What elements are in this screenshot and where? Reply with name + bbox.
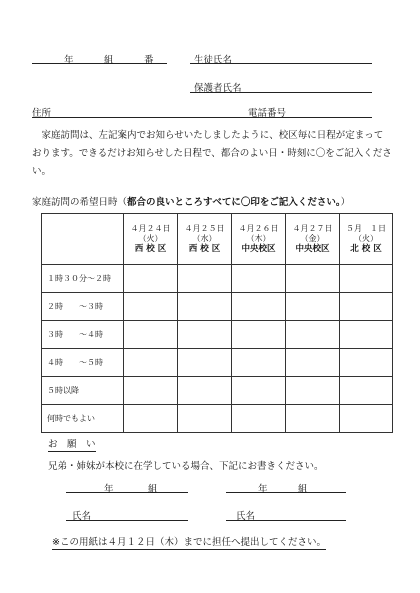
- check-cell[interactable]: [232, 293, 286, 321]
- table-row: [42, 321, 393, 349]
- sibling1-name-label: 氏名: [72, 511, 92, 522]
- request-text: 兄弟・姉妹が本校に在学している場合、下記にお書きください。: [48, 461, 324, 472]
- request-heading: お 願 い: [48, 436, 96, 452]
- check-cell[interactable]: [124, 321, 178, 349]
- day-school: 中央校区: [241, 244, 276, 254]
- time-slot-label: １時３０分～２時: [42, 265, 124, 293]
- check-cell[interactable]: [124, 293, 178, 321]
- check-cell[interactable]: [286, 321, 340, 349]
- table-row: [42, 405, 393, 433]
- check-cell[interactable]: [340, 293, 393, 321]
- check-cell[interactable]: [178, 349, 232, 377]
- day-school: 北 校 区: [350, 244, 382, 254]
- check-cell[interactable]: [340, 377, 393, 405]
- guardian-name-field[interactable]: [190, 92, 372, 93]
- student-name-label: 生徒氏名: [194, 55, 233, 66]
- survey-title-suffix: ）: [340, 197, 351, 208]
- check-cell[interactable]: [232, 265, 286, 293]
- check-cell[interactable]: [178, 321, 232, 349]
- time-slot-label: 何時でもよい: [42, 405, 124, 433]
- table-row: [42, 349, 393, 377]
- check-cell[interactable]: [124, 405, 178, 433]
- header-corner-cell: [42, 214, 124, 265]
- check-cell[interactable]: [178, 293, 232, 321]
- check-cell[interactable]: [340, 265, 393, 293]
- time-slot-label: ５時以降: [42, 377, 124, 405]
- survey-title: [32, 194, 350, 208]
- day-weekday: （火）: [354, 234, 378, 243]
- sibling2-grade-label: 年: [258, 484, 268, 495]
- check-cell[interactable]: [178, 265, 232, 293]
- sibling1-class-label: 組: [148, 484, 158, 495]
- day-school: 西 校 区: [134, 244, 167, 254]
- deadline-note: ※この用紙は４月１２日（木）までに担任へ提出してください。: [52, 534, 326, 550]
- check-cell[interactable]: [340, 349, 393, 377]
- check-cell[interactable]: [340, 405, 393, 433]
- check-cell[interactable]: [124, 349, 178, 377]
- sibling2-class-field[interactable]: [226, 492, 346, 493]
- day-weekday: （木）: [246, 234, 271, 243]
- check-cell[interactable]: [178, 405, 232, 433]
- day-date: ４月２６日: [238, 224, 279, 233]
- day-header: [340, 214, 393, 265]
- table-row: [42, 265, 393, 293]
- day-school: 西 校 区: [188, 244, 221, 254]
- visit-schedule-table: [41, 213, 393, 433]
- student-name-field[interactable]: [190, 63, 372, 64]
- day-header: [178, 214, 232, 265]
- phone-label: 電話番号: [248, 108, 287, 119]
- survey-title-emphasis: 都合の良いところすべてに〇印をご記入ください。: [127, 197, 341, 208]
- address-phone-field[interactable]: [32, 117, 372, 118]
- day-date: ４月２５日: [184, 224, 225, 233]
- number-label: 番: [144, 55, 154, 66]
- day-header: [286, 214, 340, 265]
- time-slot-label: ３時 ～４時: [42, 321, 124, 349]
- check-cell[interactable]: [232, 405, 286, 433]
- intro-paragraph: 家庭訪問は、左記案内でお知らせいたしましたように、校区毎に日程が定まっております。できるだけお知らせした日程で、都合のよい日・時刻に〇をご記入ください。: [32, 130, 392, 177]
- time-slot-label: ４時 ～５時: [42, 349, 124, 377]
- check-cell[interactable]: [232, 377, 286, 405]
- check-cell[interactable]: [340, 321, 393, 349]
- check-cell[interactable]: [232, 321, 286, 349]
- day-date: ５月 １日: [346, 224, 386, 233]
- table-header-row: [42, 214, 393, 265]
- time-slot-label: ２時 ～３時: [42, 293, 124, 321]
- check-cell[interactable]: [178, 377, 232, 405]
- check-cell[interactable]: [286, 405, 340, 433]
- table-row: [42, 293, 393, 321]
- sibling2-name-label: 氏名: [236, 511, 256, 522]
- class-label: 組: [104, 55, 114, 66]
- day-school: 中央校区: [295, 244, 330, 254]
- sibling1-grade-label: 年: [104, 484, 114, 495]
- day-date: ４月２４日: [130, 224, 171, 233]
- guardian-name-label: 保護者氏名: [194, 83, 242, 94]
- day-weekday: （水）: [192, 234, 217, 243]
- sibling1-class-field[interactable]: [66, 492, 188, 493]
- check-cell[interactable]: [124, 265, 178, 293]
- survey-title-prefix: 家庭訪問の希望日時（: [32, 197, 128, 208]
- sibling1-name-field[interactable]: [66, 520, 188, 521]
- address-label: 住所: [32, 108, 52, 119]
- day-weekday: （火）: [138, 234, 163, 243]
- check-cell[interactable]: [124, 377, 178, 405]
- check-cell[interactable]: [286, 265, 340, 293]
- day-header: [232, 214, 286, 265]
- grade-label: 年: [64, 55, 74, 66]
- sibling2-class-label: 組: [298, 484, 308, 495]
- day-header: [124, 214, 178, 265]
- check-cell[interactable]: [286, 293, 340, 321]
- day-weekday: （金）: [300, 234, 325, 243]
- check-cell[interactable]: [286, 349, 340, 377]
- day-date: ４月２７日: [292, 224, 333, 233]
- check-cell[interactable]: [286, 377, 340, 405]
- table-row: [42, 377, 393, 405]
- sibling2-name-field[interactable]: [226, 520, 346, 521]
- check-cell[interactable]: [232, 349, 286, 377]
